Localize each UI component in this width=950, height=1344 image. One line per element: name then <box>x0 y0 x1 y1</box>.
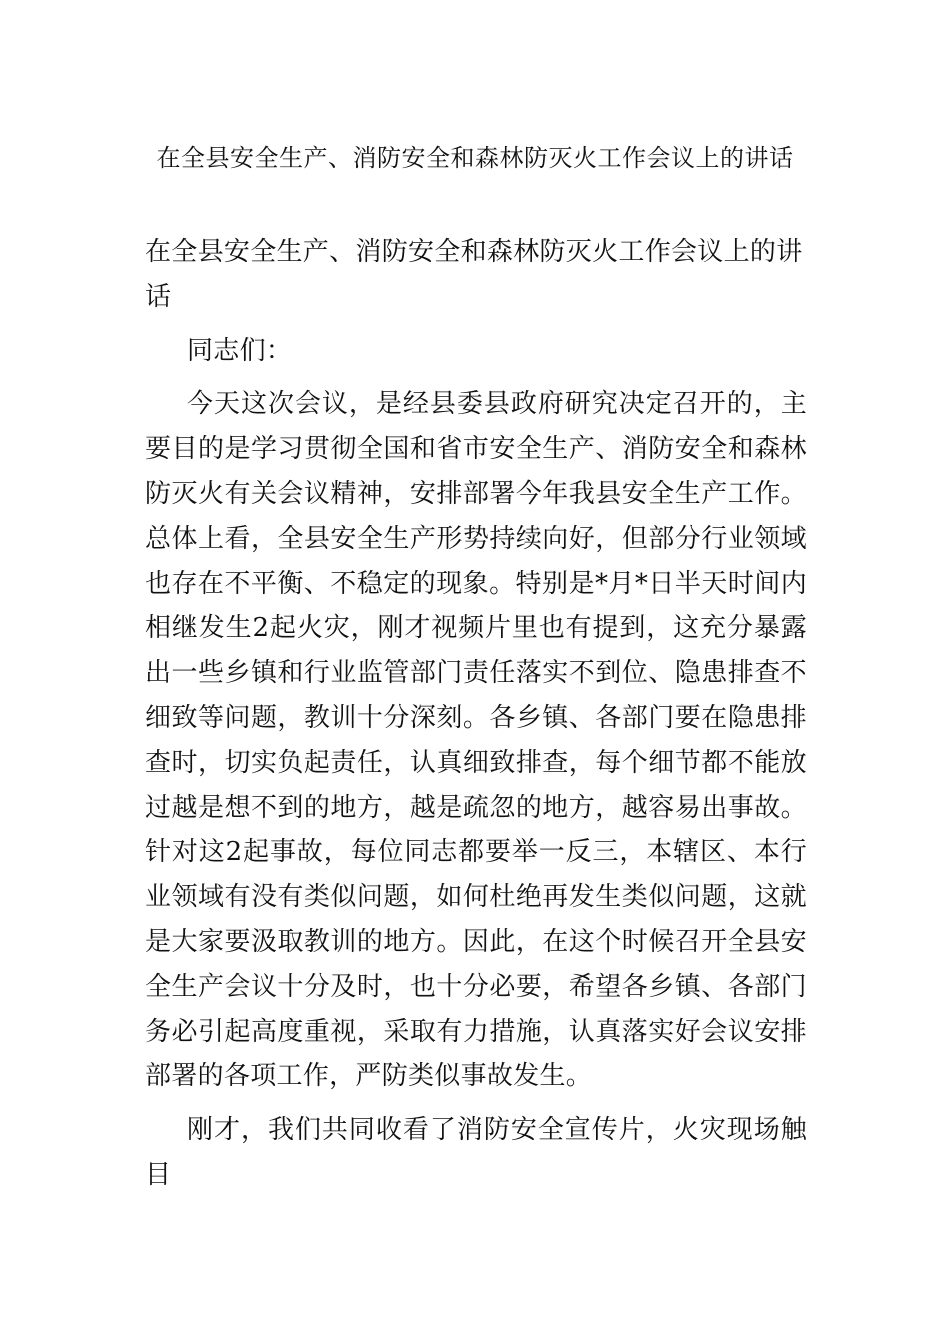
repeated-title: 在全县安全生产、消防安全和森林防灭火工作会议上的讲话 <box>145 237 803 312</box>
paragraph-1: 今天这次会议，是经县委县政府研究决定召开的，主要目的是学习贯彻全国和省市安全生产、消防安全和森林防灭火有关会议精神，安排部署今年我县安全生产工作。总体上看，全县安全生产形势持续向好，但部分行业领域也存在不平衡、不稳定的现象。特别是*月*日半天时间内相继发生2起火灾，刚才视频片里也有提到，这充分暴露出一些乡镇和行业监管部门责任落实不到位、隐患排查不细致等问题，教训十分深刻。各乡镇、各部门要在隐患排查时，切实负起责任，认真细致排查，每个细节都不能放过越是想不到的地方，越是疏忽的地方，越容易出事故。针对这2起事故，每位同志都要举一反三，本辖区、本行业领域有没有类似问题，如何杜绝再发生类似问题，这就是大家要汲取教训的地方。因此，在这个时候召开全县安全生产会议十分及时，也十分必要，希望各乡镇、各部门务必引起高度重视，采取有力措施，认真落实好会议安排部署的各项工作，严防类似事故发生。 <box>145 389 807 1092</box>
paragraph-2: 刚才，我们共同收看了消防安全宣传片，火灾现场触目 <box>145 1115 807 1190</box>
salutation: 同志们： <box>187 335 293 366</box>
document-body <box>145 230 807 1198</box>
document-title: 在全县安全生产、消防安全和森林防灭火工作会议上的讲话 <box>156 144 794 172</box>
